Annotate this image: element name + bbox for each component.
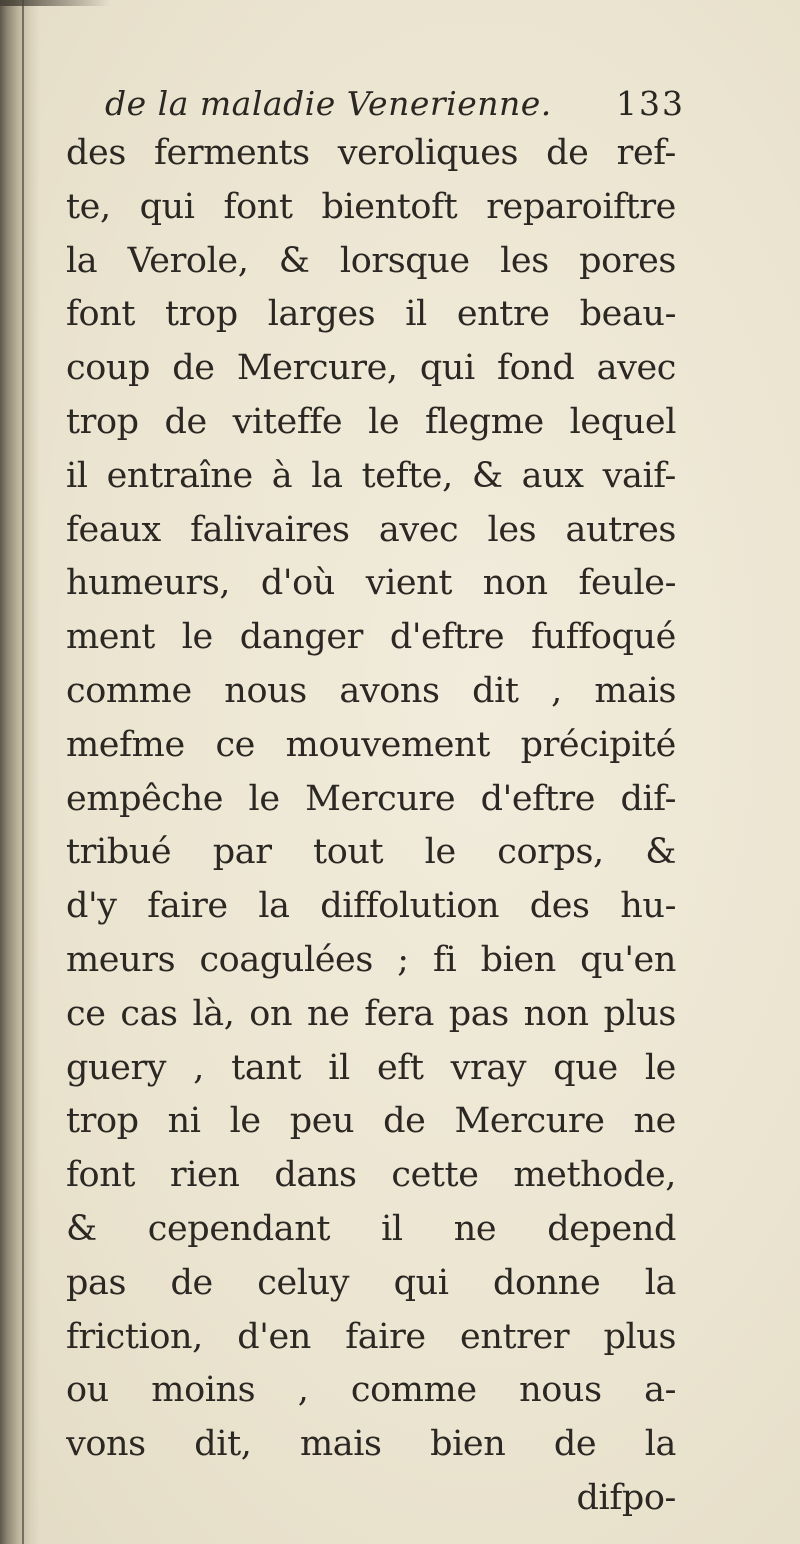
catchword: difpo- bbox=[576, 1477, 676, 1518]
text-line: font rien dans cette methode, bbox=[66, 1155, 676, 1196]
text-line: des ferments veroliques de ref- bbox=[66, 133, 676, 173]
page-number: 133 bbox=[616, 84, 685, 123]
text-line: pas de celuy qui donne la bbox=[66, 1262, 676, 1303]
binding-gutter bbox=[0, 0, 40, 1544]
text-line: font trop larges il entre beau- bbox=[66, 294, 676, 335]
text-line: friction, d'en faire entrer plus bbox=[66, 1316, 676, 1357]
page-top-edge bbox=[0, 0, 110, 6]
running-head bbox=[105, 78, 685, 130]
text-line: trop de viteffe le flegme lequel bbox=[66, 401, 676, 442]
text-line: d'y faire la diffolution des hu- bbox=[66, 886, 676, 927]
text-line: la Verole, & lorsque les pores bbox=[66, 240, 676, 281]
text-line: trop ni le peu de Mercure ne bbox=[66, 1101, 676, 1142]
text-line: vons dit, mais bien de la bbox=[66, 1424, 676, 1465]
text-line: ce cas là, on ne fera pas non plus bbox=[66, 993, 676, 1034]
text-line: feaux falivaires avec les autres bbox=[66, 509, 676, 550]
binding-edge bbox=[22, 0, 24, 1544]
text-line: meurs coagulées ; fi bien qu'en bbox=[66, 939, 676, 980]
text-line: ou moins , comme nous a- bbox=[66, 1370, 676, 1411]
text-line: guery , tant il eft vray que le bbox=[66, 1047, 676, 1088]
text-line: & cependant il ne depend bbox=[66, 1208, 676, 1249]
text-line: mefme ce mouvement précipité bbox=[66, 724, 676, 765]
text-line: tribué par tout le corps, & bbox=[66, 832, 676, 873]
text-line: il entraîne à la tefte, & aux vaif- bbox=[66, 455, 676, 496]
text-line: te, qui font bientoft reparoiftre bbox=[66, 186, 676, 227]
text-line: coup de Mercure, qui fond avec bbox=[66, 348, 676, 389]
text-line: ment le danger d'eftre fuffoqué bbox=[66, 617, 676, 658]
text-line: comme nous avons dit , mais bbox=[66, 670, 676, 711]
text-line: empêche le Mercure d'eftre dif- bbox=[66, 778, 676, 819]
text-line: humeurs, d'où vient non feule- bbox=[66, 563, 676, 604]
running-head-title: de la maladie Venerienne. bbox=[105, 84, 552, 123]
body-text bbox=[66, 127, 676, 1526]
